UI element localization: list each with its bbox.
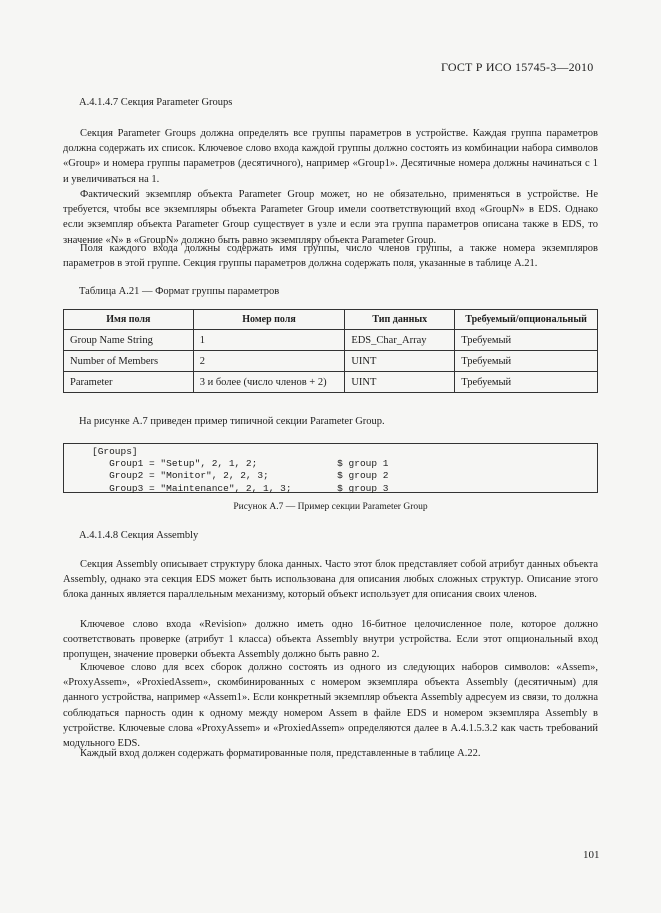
column-header: Тип данных [345,310,455,330]
table-caption: Таблица А.21 — Формат группы параметров [79,286,280,297]
table-row [64,351,598,372]
table-cell: Требуемый [455,351,598,372]
table-cell: 2 [193,351,345,372]
code-example-box [63,443,598,493]
figure-caption: Рисунок А.7 — Пример секции Parameter Group [233,502,428,512]
paragraph: Каждый вход должен содержать форматированные поля, представленные в таблице А.22. [80,748,481,759]
table-cell: 3 и более (число членов + 2) [193,372,345,393]
paragraph: Секция Assembly описывает структуру блока данных. Часто этот блок представляет собой атрибут данных объекта Assembly, однако эта секция EDS может быть использована для описания любых сложных структур. Описание этого блока данных является параллельным механизму, который объект использует для описания своих членов. [63,559,598,601]
table-cell: Требуемый [455,372,598,393]
table-cell: EDS_Char_Array [345,330,455,351]
figure-intro: На рисунке А.7 приведен пример типичной секции Parameter Group. [79,416,385,427]
table-header-row [64,310,598,330]
table-row [64,330,598,351]
table-cell: Parameter [64,372,194,393]
code-line: Group1 = "Setup", 2, 1, 2; $ group 1 [92,458,389,470]
paragraph: Ключевое слово входа «Revision» должно иметь одно 16-битное целочисленное поле, которое должно соответствовать проверке (атрибут 1 класса) объекта Assembly внутри устройства. Если этот опциональный вход пропущен, значение проверки объекта Assembly должно быть равно 2. [63,619,598,661]
table-cell: UINT [345,351,455,372]
section-heading-parameter-groups: А.4.1.4.7 Секция Parameter Groups [79,97,233,108]
column-header: Требуемый/опциональный [455,310,598,330]
paragraph: Поля каждого входа должны содержать имя группы, число членов группы, а также номера экземпляров параметров в этой группе. Секция группы параметров должна содержать поля, указанные в таблице А.21. [63,243,598,270]
paragraph: Секция Parameter Groups должна определять все группы параметров в устройстве. Каждая группа параметров должна содержать их список. Ключевое слово входа каждой группы должно состоять из комбинации набора символов «Group» и номера группы параметров (десятичного), например «Group1». Десятичные номера должны начинаться с 1 и увеличиваться на 1. [63,128,598,185]
table-cell: Group Name String [64,330,194,351]
column-header: Номер поля [193,310,345,330]
table-row [64,372,598,393]
column-header: Имя поля [64,310,194,330]
parameter-group-format-table [63,309,598,393]
document-header: ГОСТ Р ИСО 15745-3—2010 [441,60,594,74]
paragraph: Фактический экземпляр объекта Parameter Group может, но не обязательно, применяться в устройстве. Не требуется, чтобы все экземпляры объекта Parameter Group имели соответствующий вход «GroupN» в EDS. Однако если экземпляр объекта Parameter Group существует в узле и если эта группа параметров описана также в EDS, то значение «N» в «GroupN» должно быть равно экземпляру объекта Parameter Group. [63,189,598,246]
table-cell: UINT [345,372,455,393]
code-line: [Groups] [92,446,138,457]
paragraph: Ключевое слово для всех сборок должно состоять из одного из следующих наборов символов: «Assem», «ProxyAssem», «ProxiedAssem», скомбинированных с номером экземпляра объекта Assembly (десятичным) для данного устройства, например «Assem1». Если конкретный экземпляр объекта Assembly адресуем из связи, то должна соблюдаться парность один к одному между номером Assem в файле EDS и номером экземпляра Assembly в устройстве. Ключевые слова «ProxyAssem» и «ProxiedAssem» определяются далее в А.4.1.5.3.2 как часть требований модульного EDS. [63,662,598,750]
code-line: Group3 = "Maintenance", 2, 1, 3; $ group 3 [92,482,389,494]
page-number: 101 [583,849,600,861]
table-cell: 1 [193,330,345,351]
table-cell: Number of Members [64,351,194,372]
table-cell: Требуемый [455,330,598,351]
section-heading-assembly: А.4.1.4.8 Секция Assembly [79,530,199,541]
code-line: Group2 = "Monitor", 2, 2, 3; $ group 2 [92,470,389,482]
